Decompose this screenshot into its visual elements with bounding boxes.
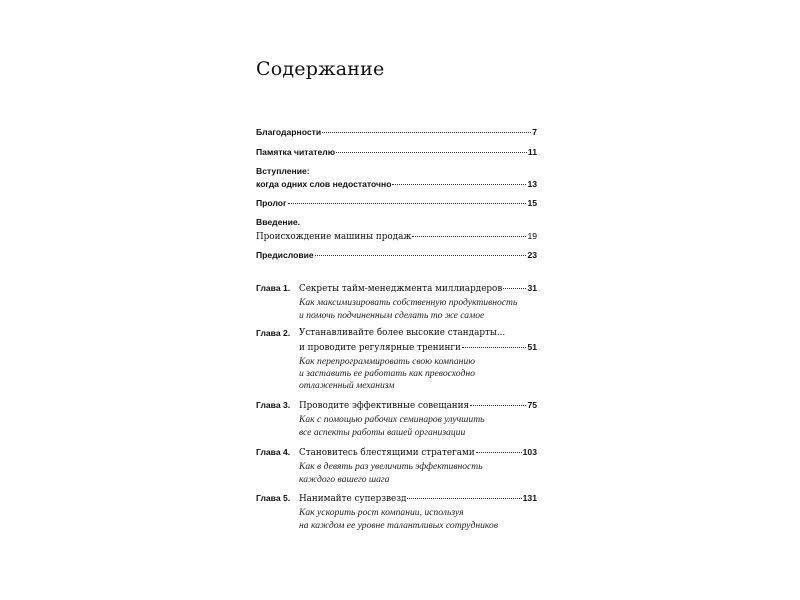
toc-entry-chapter-4[interactable] bbox=[299, 447, 537, 459]
chapter-page: 31 bbox=[527, 283, 537, 293]
toc-entry-prologue[interactable] bbox=[256, 198, 537, 209]
chapter-number: Глава 4. bbox=[256, 447, 291, 457]
toc-entry-origin[interactable] bbox=[256, 231, 537, 243]
leader-dots bbox=[462, 347, 527, 348]
toc-entry-heading: Введение. bbox=[256, 217, 301, 227]
leader-dots bbox=[476, 452, 522, 453]
leader-dots bbox=[470, 405, 526, 406]
toc-entry-label: Пролог bbox=[256, 198, 287, 208]
chapter-description: отлаженный механизм bbox=[299, 380, 395, 391]
leader-dots bbox=[336, 152, 527, 153]
chapter-page: 75 bbox=[527, 400, 537, 410]
toc-entry-chapter-1[interactable] bbox=[299, 283, 537, 295]
chapter-number: Глава 5. bbox=[256, 493, 291, 503]
leader-dots bbox=[407, 498, 521, 499]
chapter-number: Глава 3. bbox=[256, 400, 291, 410]
chapter-title: Становитесь блестящими стратегами bbox=[299, 448, 475, 458]
toc-entry-label: Памятка читателю bbox=[256, 147, 336, 157]
chapter-description: каждого вашего шага bbox=[299, 474, 390, 485]
leader-dots bbox=[288, 203, 527, 204]
toc-entry-label: Происхождение машины продаж bbox=[256, 232, 412, 242]
toc-entry-heading: Вступление: bbox=[256, 166, 310, 176]
toc-entry-introduction[interactable] bbox=[256, 179, 537, 190]
leader-dots bbox=[315, 255, 527, 256]
chapter-description: и помочь подчиненным сделать то же самое bbox=[299, 310, 485, 321]
chapter-page: 103 bbox=[522, 447, 537, 457]
toc-entry-preface[interactable] bbox=[256, 250, 537, 261]
chapter-description: и заставить ее работать как превосходно bbox=[299, 368, 475, 379]
toc-entry-chapter-3[interactable] bbox=[299, 400, 537, 412]
chapter-page: 131 bbox=[522, 493, 537, 503]
toc-entry-acknowledgements[interactable] bbox=[256, 127, 537, 138]
chapter-description: Как перепрограммировать свою компанию bbox=[299, 356, 475, 367]
toc-entry-page: 23 bbox=[527, 250, 537, 260]
toc-entry-page: 19 bbox=[527, 231, 537, 241]
toc-entry-page: 15 bbox=[527, 198, 537, 208]
chapter-number: Глава 1. bbox=[256, 283, 291, 293]
chapter-page: 51 bbox=[527, 342, 537, 352]
chapter-title: Нанимайте суперзвезд bbox=[299, 494, 407, 504]
chapter-title-line: Устанавливайте более высокие стандарты... bbox=[299, 328, 506, 338]
leader-dots bbox=[503, 288, 526, 289]
chapter-description: Как ускорить рост компании, используя bbox=[299, 507, 464, 518]
chapter-description: Как максимизировать собственную продуктивность bbox=[299, 297, 518, 308]
toc-entry-label: Предисловие bbox=[256, 250, 314, 260]
page-title: Содержание bbox=[256, 58, 385, 80]
chapter-description: Как в девять раз увеличить эффективность bbox=[299, 461, 483, 472]
chapter-description: все аспекты работы вашей организации bbox=[299, 427, 466, 438]
leader-dots bbox=[392, 184, 526, 185]
toc-entry-reader-note[interactable] bbox=[256, 147, 537, 158]
chapter-title: Секреты тайм-менеджмента миллиардеров bbox=[299, 284, 503, 294]
chapter-description: Как с помощью рабочих семинаров улучшить bbox=[299, 414, 485, 425]
toc-entry-label: Благодарности bbox=[256, 127, 322, 137]
toc-entry-page: 13 bbox=[527, 179, 537, 189]
leader-dots bbox=[412, 236, 526, 237]
leader-dots bbox=[322, 132, 531, 133]
chapter-title: и проводите регулярные тренинги bbox=[299, 343, 461, 353]
toc-entry-label: когда одних слов недостаточно bbox=[256, 179, 392, 189]
toc-entry-chapter-2[interactable] bbox=[299, 342, 537, 354]
toc-entry-page: 7 bbox=[532, 127, 537, 137]
chapter-title: Проводите эффективные совещания bbox=[299, 401, 470, 411]
chapter-number: Глава 2. bbox=[256, 328, 291, 338]
chapter-description: на каждом ее уровне талантливых сотрудников bbox=[299, 520, 499, 531]
toc-entry-page: 11 bbox=[527, 147, 537, 157]
toc-entry-chapter-5[interactable] bbox=[299, 493, 537, 505]
